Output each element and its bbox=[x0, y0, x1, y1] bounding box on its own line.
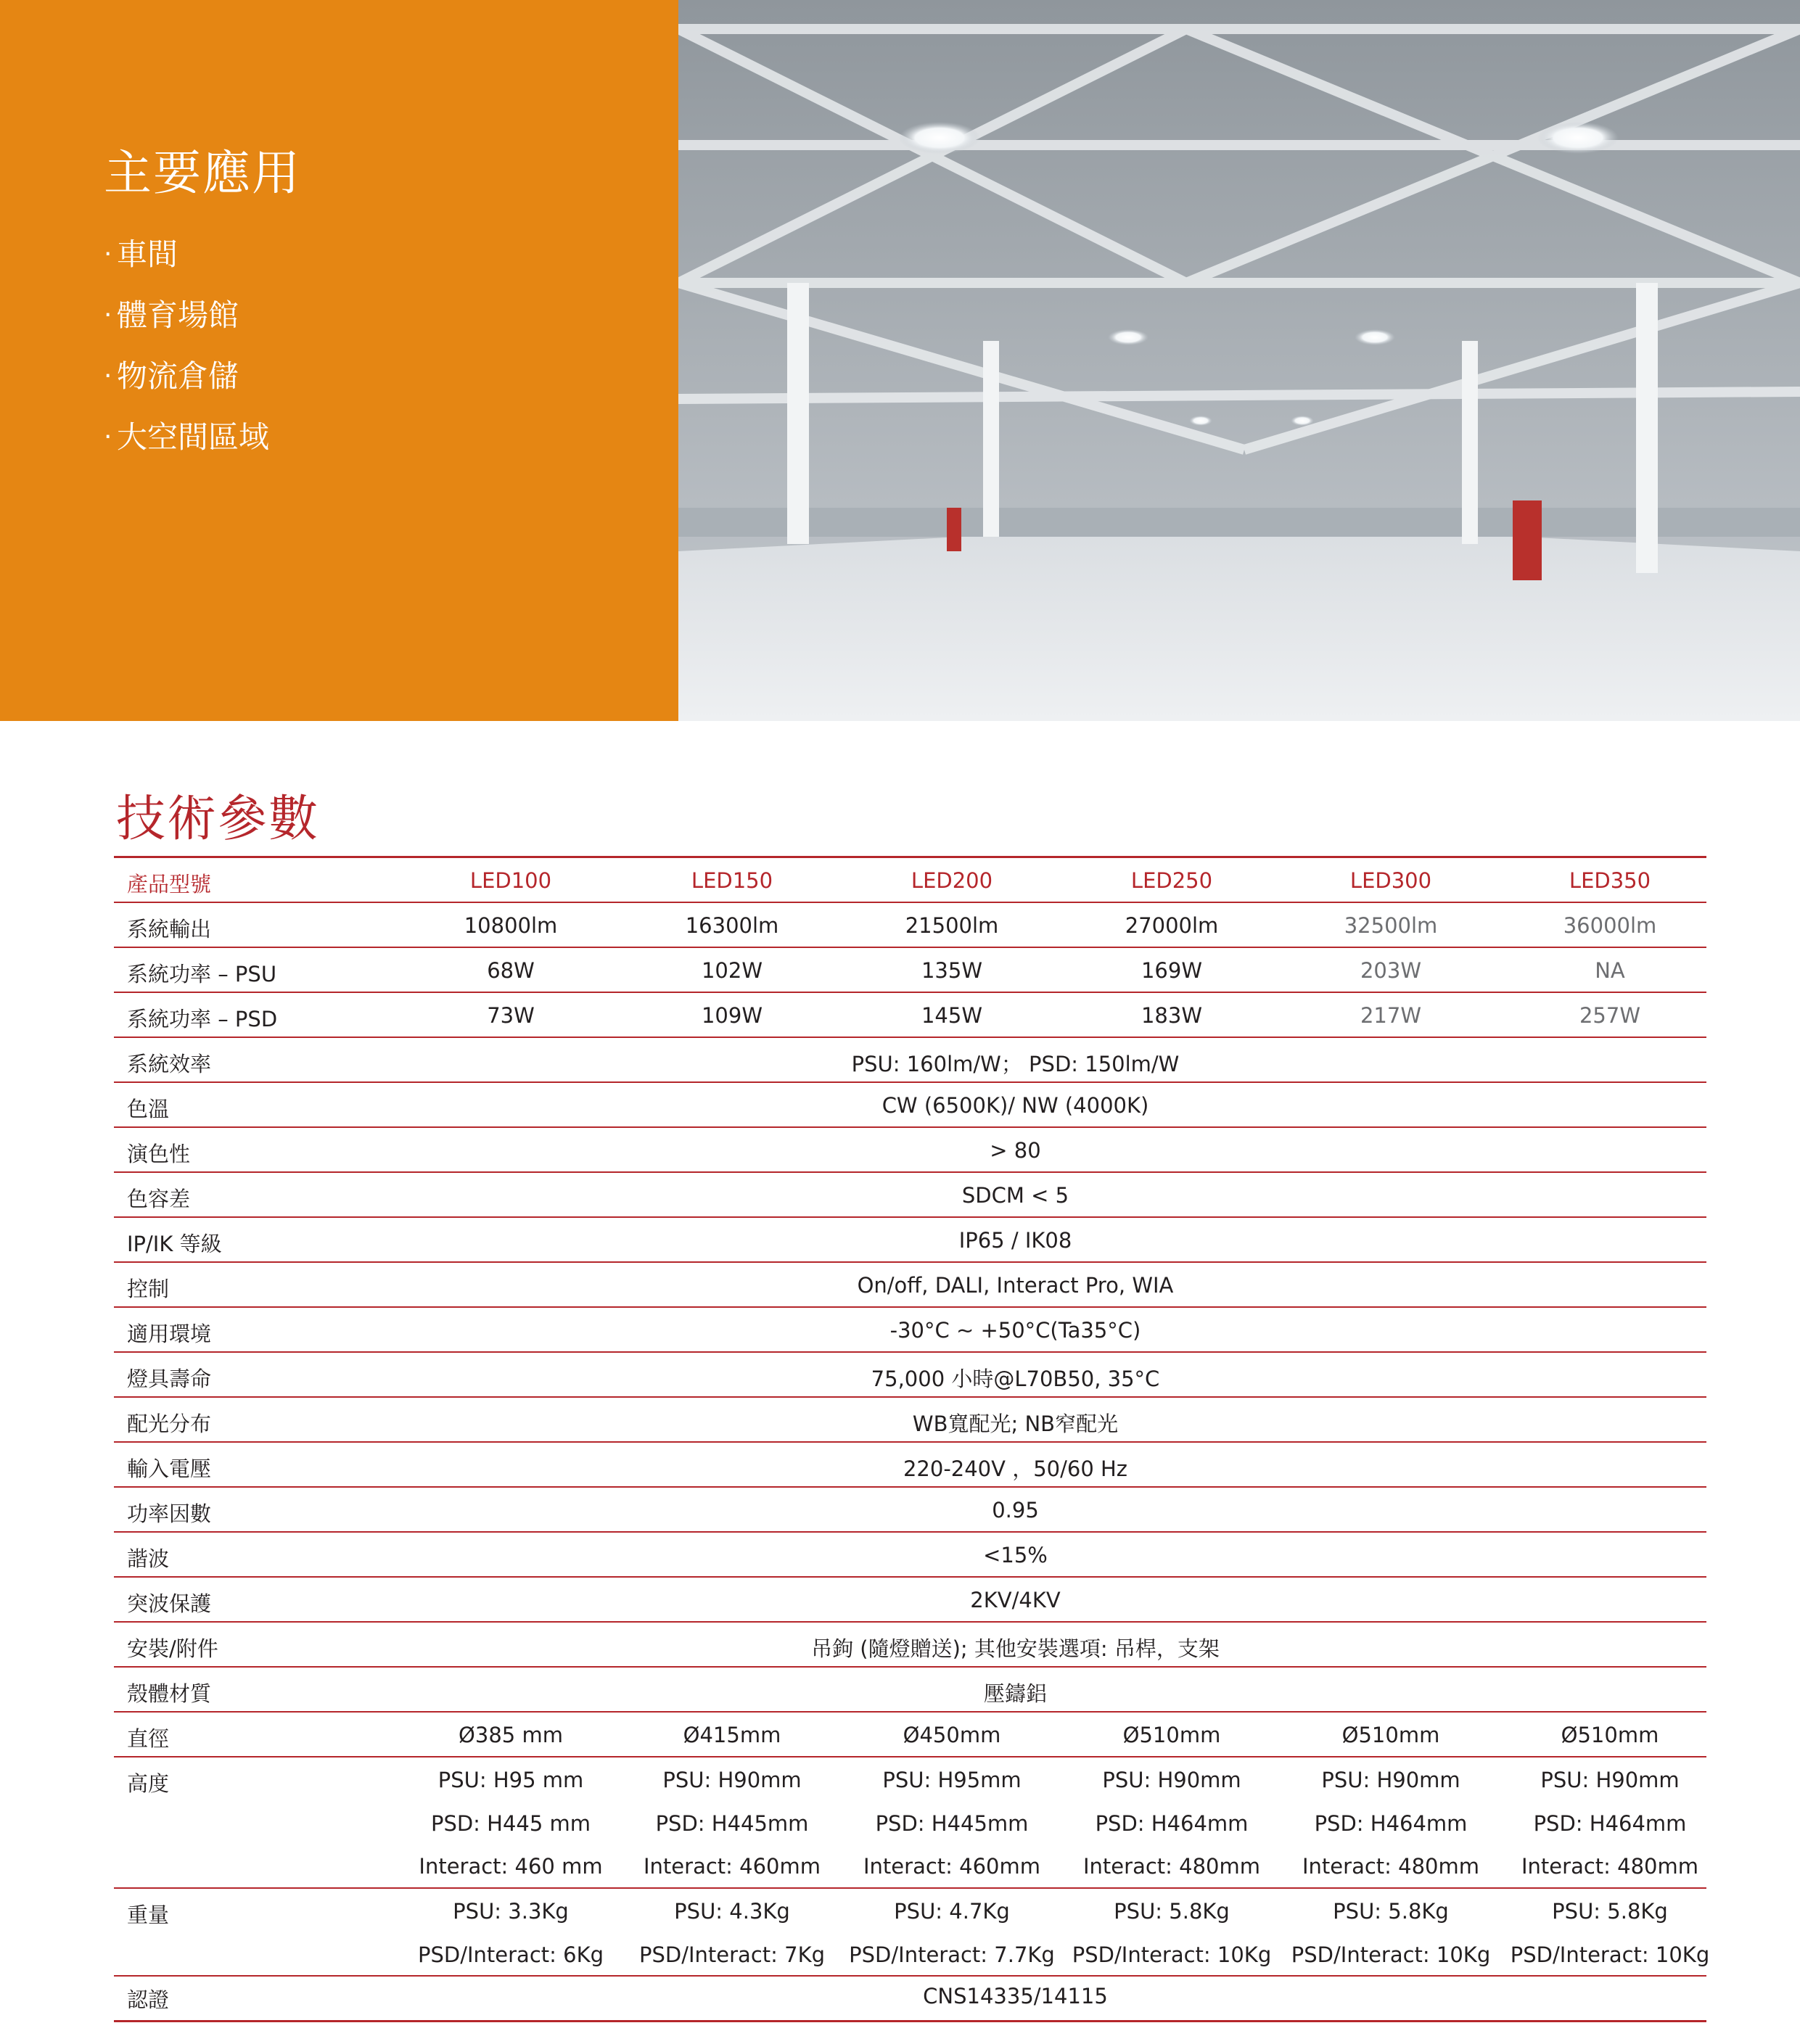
spec-label: 色容差 bbox=[127, 1187, 191, 1211]
spec-value: 102W bbox=[701, 958, 763, 983]
warehouse-photo bbox=[678, 0, 1800, 721]
spec-value: PSD/Interact: 7.7Kg bbox=[849, 1942, 1055, 1967]
spec-row bbox=[114, 1533, 1706, 1578]
spec-label: 諧波 bbox=[127, 1546, 170, 1571]
spec-value: PSU: 160lm/W； PSD: 150lm/W bbox=[851, 1052, 1180, 1076]
spec-value: <15% bbox=[983, 1543, 1048, 1567]
spec-label: 配光分布 bbox=[127, 1412, 212, 1436]
spec-value: 27000lm bbox=[1125, 913, 1219, 938]
spec-label: 輸入電壓 bbox=[127, 1456, 212, 1481]
spec-value: PSU: H90mm bbox=[1540, 1768, 1680, 1792]
spec-value: 73W bbox=[487, 1003, 535, 1028]
spec-row bbox=[114, 1398, 1706, 1443]
spec-value: 2KV/4KV bbox=[970, 1588, 1061, 1612]
spec-value: Interact: 460mm bbox=[644, 1854, 821, 1879]
spec-label: 功率因數 bbox=[127, 1501, 212, 1526]
spec-value: PSU: 5.8Kg bbox=[1333, 1899, 1449, 1924]
spec-value: On/off, DALI, Interact Pro, WIA bbox=[857, 1273, 1174, 1298]
spec-value: PSD: H445mm bbox=[875, 1810, 1029, 1836]
spec-value: PSD: H445mm bbox=[655, 1810, 809, 1836]
spec-label: IP/IK 等級 bbox=[127, 1232, 222, 1256]
spec-row bbox=[114, 1443, 1706, 1488]
spec-row-weight bbox=[114, 1889, 1710, 1977]
model-name: LED300 bbox=[1349, 868, 1432, 893]
bullet-icon: · bbox=[104, 422, 112, 452]
spec-row bbox=[114, 1263, 1706, 1308]
spec-value: 36000lm bbox=[1563, 913, 1657, 938]
model-name: LED100 bbox=[469, 868, 552, 893]
spec-value: PSU: H95 mm bbox=[437, 1768, 584, 1792]
spec-row bbox=[114, 1488, 1706, 1533]
spec-label: 系統輸出 bbox=[127, 917, 212, 941]
spec-label: 適用環境 bbox=[127, 1322, 212, 1346]
spec-value: 壓鑄鋁 bbox=[983, 1681, 1047, 1706]
spec-value: PSD/Interact: 10Kg bbox=[1072, 1942, 1272, 1967]
spec-row-certification bbox=[114, 1977, 1706, 2022]
spec-label: 燈具壽命 bbox=[127, 1367, 212, 1391]
spec-value: CNS14335/14115 bbox=[923, 1984, 1108, 2008]
spec-value: 10800lm bbox=[464, 913, 558, 938]
spec-label: 高度 bbox=[127, 1771, 170, 1796]
application-item: · 車間 bbox=[104, 231, 269, 292]
spec-value: 68W bbox=[487, 958, 535, 983]
spec-value: PSU: 4.7Kg bbox=[894, 1899, 1010, 1924]
spec-label: 產品型號 bbox=[127, 872, 212, 897]
spec-value: 16300lm bbox=[685, 913, 779, 938]
spec-row bbox=[114, 903, 1706, 948]
spec-label: 控制 bbox=[127, 1277, 170, 1301]
spec-value: SDCM < 5 bbox=[961, 1183, 1069, 1208]
spec-value: Ø510mm bbox=[1341, 1723, 1440, 1747]
spec-value: 109W bbox=[701, 1003, 763, 1028]
spec-label: 突波保護 bbox=[127, 1591, 212, 1616]
spec-value: Interact: 480mm bbox=[1521, 1854, 1698, 1879]
spec-value: 183W bbox=[1141, 1003, 1203, 1028]
spec-value: NA bbox=[1595, 958, 1625, 983]
spec-label: 直徑 bbox=[127, 1726, 170, 1751]
spec-value: PSU: H95mm bbox=[882, 1768, 1022, 1792]
spec-row bbox=[114, 993, 1706, 1038]
spec-label: 系統功率 – PSU bbox=[127, 962, 277, 986]
model-name: LED150 bbox=[691, 868, 773, 893]
spec-value: Ø450mm bbox=[903, 1723, 1001, 1747]
specs-title: 技術參數 bbox=[116, 791, 320, 848]
bullet-icon: · bbox=[104, 239, 112, 269]
spec-row bbox=[114, 948, 1706, 993]
spec-value: Ø385 mm bbox=[459, 1723, 563, 1747]
spec-value: PSD/Interact: 10Kg bbox=[1510, 1942, 1710, 1967]
spec-label: 系統功率 – PSD bbox=[127, 1007, 278, 1031]
spec-value: 75,000 小時@L70B50, 35°C bbox=[871, 1367, 1160, 1391]
spec-value: PSD: H464mm bbox=[1533, 1810, 1687, 1836]
bullet-icon: · bbox=[104, 361, 112, 391]
spec-value: 220-240V ，50/60 Hz bbox=[903, 1456, 1128, 1481]
spec-row-height bbox=[114, 1757, 1706, 1889]
spec-row bbox=[114, 1308, 1706, 1353]
spec-header-row bbox=[114, 856, 1706, 903]
spec-value: 吊鉤 (隨燈贈送); 其他安裝選項: 吊桿，支架 bbox=[811, 1636, 1220, 1661]
spec-value: PSU: H90mm bbox=[1102, 1768, 1241, 1792]
spec-row bbox=[114, 1038, 1706, 1083]
spec-value: 135W bbox=[921, 958, 983, 983]
spec-row bbox=[114, 1128, 1706, 1173]
spec-label: 演色性 bbox=[127, 1142, 191, 1166]
spec-value: > 80 bbox=[990, 1138, 1041, 1163]
spec-value: Ø415mm bbox=[683, 1723, 781, 1747]
spec-label: 系統效率 bbox=[127, 1052, 212, 1076]
spec-value: PSD/Interact: 10Kg bbox=[1291, 1942, 1491, 1967]
spec-row bbox=[114, 1218, 1706, 1263]
applications-list bbox=[104, 231, 269, 474]
spec-row bbox=[114, 1623, 1706, 1668]
spec-value: PSD/Interact: 7Kg bbox=[638, 1942, 825, 1967]
spec-value: Interact: 460 mm bbox=[419, 1854, 603, 1879]
spec-value: Interact: 460mm bbox=[863, 1854, 1040, 1879]
spec-value: 169W bbox=[1141, 958, 1203, 983]
application-item: · 大空間區域 bbox=[104, 413, 269, 474]
spec-row bbox=[114, 1668, 1706, 1713]
spec-value: 21500lm bbox=[905, 913, 999, 938]
spec-value: WB寬配光; NB窄配光 bbox=[912, 1412, 1119, 1436]
spec-value: PSU: 5.8Kg bbox=[1552, 1899, 1668, 1924]
applications-title: 主要應用 bbox=[104, 145, 301, 201]
application-item: · 體育場館 bbox=[104, 292, 269, 353]
spec-value: PSU: H90mm bbox=[1321, 1768, 1460, 1792]
application-item: · 物流倉儲 bbox=[104, 353, 269, 413]
spec-value: 32500lm bbox=[1344, 913, 1438, 938]
spec-label: 重量 bbox=[127, 1903, 170, 1927]
spec-table bbox=[114, 856, 1710, 2022]
spec-value: PSD: H445 mm bbox=[430, 1810, 591, 1836]
spec-value: PSU: 4.3Kg bbox=[674, 1899, 790, 1924]
spec-row-diameter bbox=[114, 1713, 1706, 1757]
applications-panel bbox=[0, 0, 678, 721]
spec-value: 257W bbox=[1579, 1003, 1641, 1028]
spec-value: PSU: 3.3Kg bbox=[453, 1899, 569, 1924]
spec-value: Interact: 480mm bbox=[1302, 1854, 1479, 1879]
spec-value: PSU: H90mm bbox=[662, 1768, 802, 1792]
spec-label: 色溫 bbox=[127, 1097, 170, 1121]
spec-value: 217W bbox=[1360, 1003, 1422, 1028]
model-name: LED350 bbox=[1569, 868, 1651, 893]
spec-value: PSD: H464mm bbox=[1095, 1810, 1249, 1836]
spec-value: Ø510mm bbox=[1561, 1723, 1659, 1747]
hero-section bbox=[0, 0, 1800, 721]
spec-value: PSU: 5.8Kg bbox=[1114, 1899, 1230, 1924]
spec-label: 安裝/附件 bbox=[127, 1636, 218, 1661]
spec-value: 0.95 bbox=[992, 1498, 1039, 1522]
spec-row bbox=[114, 1353, 1706, 1398]
spec-value: PSD/Interact: 6Kg bbox=[417, 1942, 604, 1967]
spec-value: 203W bbox=[1360, 958, 1422, 983]
spec-value: PSD: H464mm bbox=[1314, 1810, 1468, 1836]
spec-value: -30°C ~ +50°C(Ta35°C) bbox=[889, 1318, 1141, 1343]
spec-row bbox=[114, 1173, 1706, 1218]
model-name: LED200 bbox=[911, 868, 993, 893]
spec-value: Ø510mm bbox=[1122, 1723, 1221, 1747]
spec-value: 145W bbox=[921, 1003, 983, 1028]
spec-value: CW (6500K)/ NW (4000K) bbox=[881, 1093, 1149, 1118]
model-name: LED250 bbox=[1130, 868, 1213, 893]
spec-value: Interact: 480mm bbox=[1083, 1854, 1260, 1879]
spec-value: IP65 / IK08 bbox=[958, 1228, 1072, 1253]
bullet-icon: · bbox=[104, 300, 112, 330]
spec-label: 殼體材質 bbox=[127, 1681, 212, 1706]
spec-label: 認證 bbox=[127, 1987, 170, 2012]
spec-row bbox=[114, 1083, 1706, 1128]
spec-row bbox=[114, 1578, 1706, 1623]
